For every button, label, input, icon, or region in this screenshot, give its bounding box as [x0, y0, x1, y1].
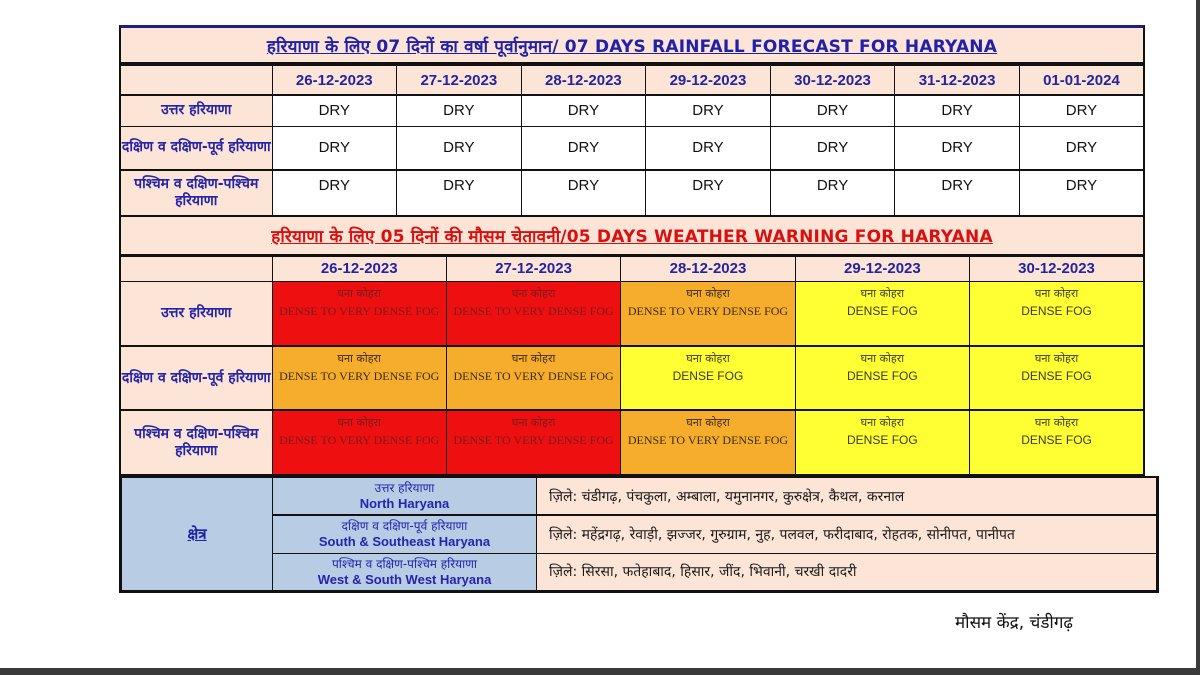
warning-hindi: घना कोहरा — [511, 416, 556, 429]
rainfall-cell: DRY — [397, 95, 522, 126]
forecast-sheet — [119, 25, 1145, 593]
legend-row — [121, 477, 1158, 515]
warning-cell — [621, 346, 795, 410]
warning-title: हरियाणा के लिए 05 दिनों की मौसम चेतावनी/05 DAYS WEATHER WARNING FOR HARYANA — [119, 216, 1145, 256]
warning-hindi: घना कोहरा — [337, 286, 381, 300]
warning-english: DENSE FOG — [1021, 369, 1092, 383]
legend-region — [273, 515, 537, 553]
warning-row — [120, 410, 1144, 475]
warning-cell — [970, 281, 1144, 346]
warning-english: DENSE FOG — [1021, 303, 1092, 318]
rainfall-date: 27-12-2023 — [397, 65, 522, 95]
rainfall-cell: DRY — [1019, 126, 1144, 170]
region-label: उत्तर हरियाणा — [120, 95, 272, 126]
warning-cell — [795, 281, 969, 346]
warning-english: DENSE TO VERY DENSE FOG — [279, 303, 440, 318]
rainfall-row — [120, 126, 1144, 170]
warning-cell — [272, 346, 446, 410]
rainfall-date: 29-12-2023 — [646, 65, 771, 95]
warning-english: DENSE TO VERY DENSE FOG — [627, 303, 789, 318]
warning-hindi: घना कोहरा — [860, 286, 905, 300]
warning-cell — [446, 346, 620, 410]
legend-region — [273, 477, 537, 515]
legend-row — [121, 515, 1158, 553]
warning-hindi: घना कोहरा — [686, 352, 730, 365]
rainfall-cell: DRY — [895, 95, 1020, 126]
issuer-signature: मौसम केंद्र, चंडीगढ़ — [955, 613, 1073, 633]
window-frame-bottom — [0, 668, 1200, 675]
warning-hindi: घना कोहरा — [1034, 416, 1079, 429]
legend-districts: ज़िले: चंडीगढ़, पंचकुला, अम्बाला, यमुनानगर, कुरुक्षेत्र, कैथल, करनाल — [537, 477, 1158, 515]
warning-cell — [446, 410, 620, 475]
rainfall-cell: DRY — [895, 126, 1020, 170]
rainfall-cell: DRY — [521, 95, 646, 126]
rainfall-date: 26-12-2023 — [272, 65, 397, 95]
region-label: पश्चिम व दक्षिण-पश्चिम हरियाणा — [120, 170, 272, 215]
legend-region-hindi: पश्चिम व दक्षिण-पश्चिम हरियाणा — [331, 556, 478, 571]
window-frame-right — [1196, 0, 1200, 675]
region-label: दक्षिण व दक्षिण-पूर्व हरियाणा — [120, 126, 272, 170]
rainfall-cell: DRY — [770, 126, 895, 170]
rainfall-cell: DRY — [397, 126, 522, 170]
rainfall-row — [120, 170, 1144, 215]
warning-cell — [621, 281, 795, 346]
warning-english: DENSE FOG — [1021, 433, 1092, 447]
rainfall-cell: DRY — [1019, 95, 1144, 126]
legend-region — [273, 553, 537, 591]
warning-date: 26-12-2023 — [272, 256, 446, 281]
legend-region-english: North Haryana — [359, 496, 450, 511]
warning-cell — [272, 281, 446, 346]
legend-region-hindi: दक्षिण व दक्षिण-पूर्व हरियाणा — [341, 519, 468, 534]
rainfall-row — [120, 95, 1144, 126]
legend-row — [121, 553, 1158, 591]
legend-districts: ज़िले: सिरसा, फतेहाबाद, हिसार, जींद, भिवानी, चरखी दादरी — [537, 553, 1158, 591]
warning-english: DENSE TO VERY DENSE FOG — [453, 433, 614, 447]
warning-english: DENSE FOG — [847, 303, 918, 318]
rainfall-cell: DRY — [272, 95, 397, 126]
warning-row — [120, 346, 1144, 410]
rainfall-cell: DRY — [1019, 170, 1144, 215]
warning-cell — [621, 410, 795, 475]
warning-cell — [795, 410, 969, 475]
region-label: दक्षिण व दक्षिण-पूर्व हरियाणा — [120, 346, 272, 410]
warning-cell — [795, 346, 969, 410]
rainfall-cell: DRY — [646, 126, 771, 170]
rainfall-header-blank — [120, 65, 272, 95]
rainfall-cell: DRY — [646, 95, 771, 126]
warning-hindi: घना कोहरा — [1034, 286, 1079, 300]
warning-english: DENSE TO VERY DENSE FOG — [627, 433, 789, 447]
warning-hindi: घना कोहरा — [860, 416, 905, 429]
legend-districts: ज़िले: महेंद्रगढ़, रेवाड़ी, झज्जर, गुरुग्राम, नुह, पलवल, फरीदाबाद, रोहतक, सोनीपत, पानीपत — [537, 515, 1158, 553]
rainfall-title: हरियाणा के लिए 07 दिनों का वर्षा पूर्वानुमान/ 07 DAYS RAINFALL FORECAST FOR HARYANA — [119, 25, 1145, 64]
rainfall-cell: DRY — [770, 170, 895, 215]
warning-english: DENSE FOG — [847, 369, 918, 383]
rainfall-header-row — [120, 65, 1144, 95]
warning-cell — [970, 346, 1144, 410]
warning-cell — [970, 410, 1144, 475]
warning-hindi: घना कोहरा — [511, 286, 556, 300]
warning-row — [120, 281, 1144, 346]
region-label: उत्तर हरियाणा — [120, 281, 272, 346]
rainfall-cell: DRY — [272, 170, 397, 215]
warning-header-row — [120, 256, 1144, 281]
warning-hindi: घना कोहरा — [686, 286, 730, 300]
region-label: पश्चिम व दक्षिण-पश्चिम हरियाणा — [120, 410, 272, 475]
rainfall-cell: DRY — [895, 170, 1020, 215]
warning-hindi: घना कोहरा — [511, 352, 556, 365]
legend-region-hindi: उत्तर हरियाणा — [374, 481, 435, 495]
warning-cell — [446, 281, 620, 346]
warning-hindi: घना कोहरा — [860, 352, 905, 365]
rainfall-table — [119, 64, 1145, 216]
warning-date: 30-12-2023 — [970, 256, 1144, 281]
rainfall-cell: DRY — [646, 170, 771, 215]
rainfall-date: 31-12-2023 — [895, 65, 1020, 95]
rainfall-date: 30-12-2023 — [770, 65, 895, 95]
warning-hindi: घना कोहरा — [337, 416, 381, 429]
warning-english: DENSE FOG — [672, 369, 744, 383]
warning-date: 28-12-2023 — [621, 256, 795, 281]
warning-hindi: घना कोहरा — [1034, 352, 1079, 365]
legend-region-english: South & Southeast Haryana — [318, 534, 491, 550]
rainfall-cell: DRY — [770, 95, 895, 126]
warning-date: 27-12-2023 — [446, 256, 620, 281]
warning-english: DENSE TO VERY DENSE FOG — [279, 433, 440, 447]
legend-table — [119, 476, 1159, 593]
region-legend — [119, 476, 1159, 593]
warning-table — [119, 256, 1145, 477]
kshetra-label: क्षेत्र — [121, 477, 273, 591]
warning-english: DENSE TO VERY DENSE FOG — [453, 369, 614, 383]
warning-english: DENSE TO VERY DENSE FOG — [453, 303, 614, 318]
warning-cell — [272, 410, 446, 475]
warning-header-blank — [120, 256, 272, 281]
rainfall-date: 28-12-2023 — [521, 65, 646, 95]
rainfall-cell: DRY — [272, 126, 397, 170]
rainfall-date: 01-01-2024 — [1019, 65, 1144, 95]
warning-english: DENSE TO VERY DENSE FOG — [279, 369, 440, 383]
warning-date: 29-12-2023 — [795, 256, 969, 281]
rainfall-cell: DRY — [521, 126, 646, 170]
legend-region-english: West & South West Haryana — [317, 571, 492, 587]
warning-hindi: घना कोहरा — [337, 352, 381, 365]
rainfall-cell: DRY — [397, 170, 522, 215]
warning-hindi: घना कोहरा — [686, 416, 730, 429]
warning-english: DENSE FOG — [847, 433, 918, 447]
rainfall-cell: DRY — [521, 170, 646, 215]
